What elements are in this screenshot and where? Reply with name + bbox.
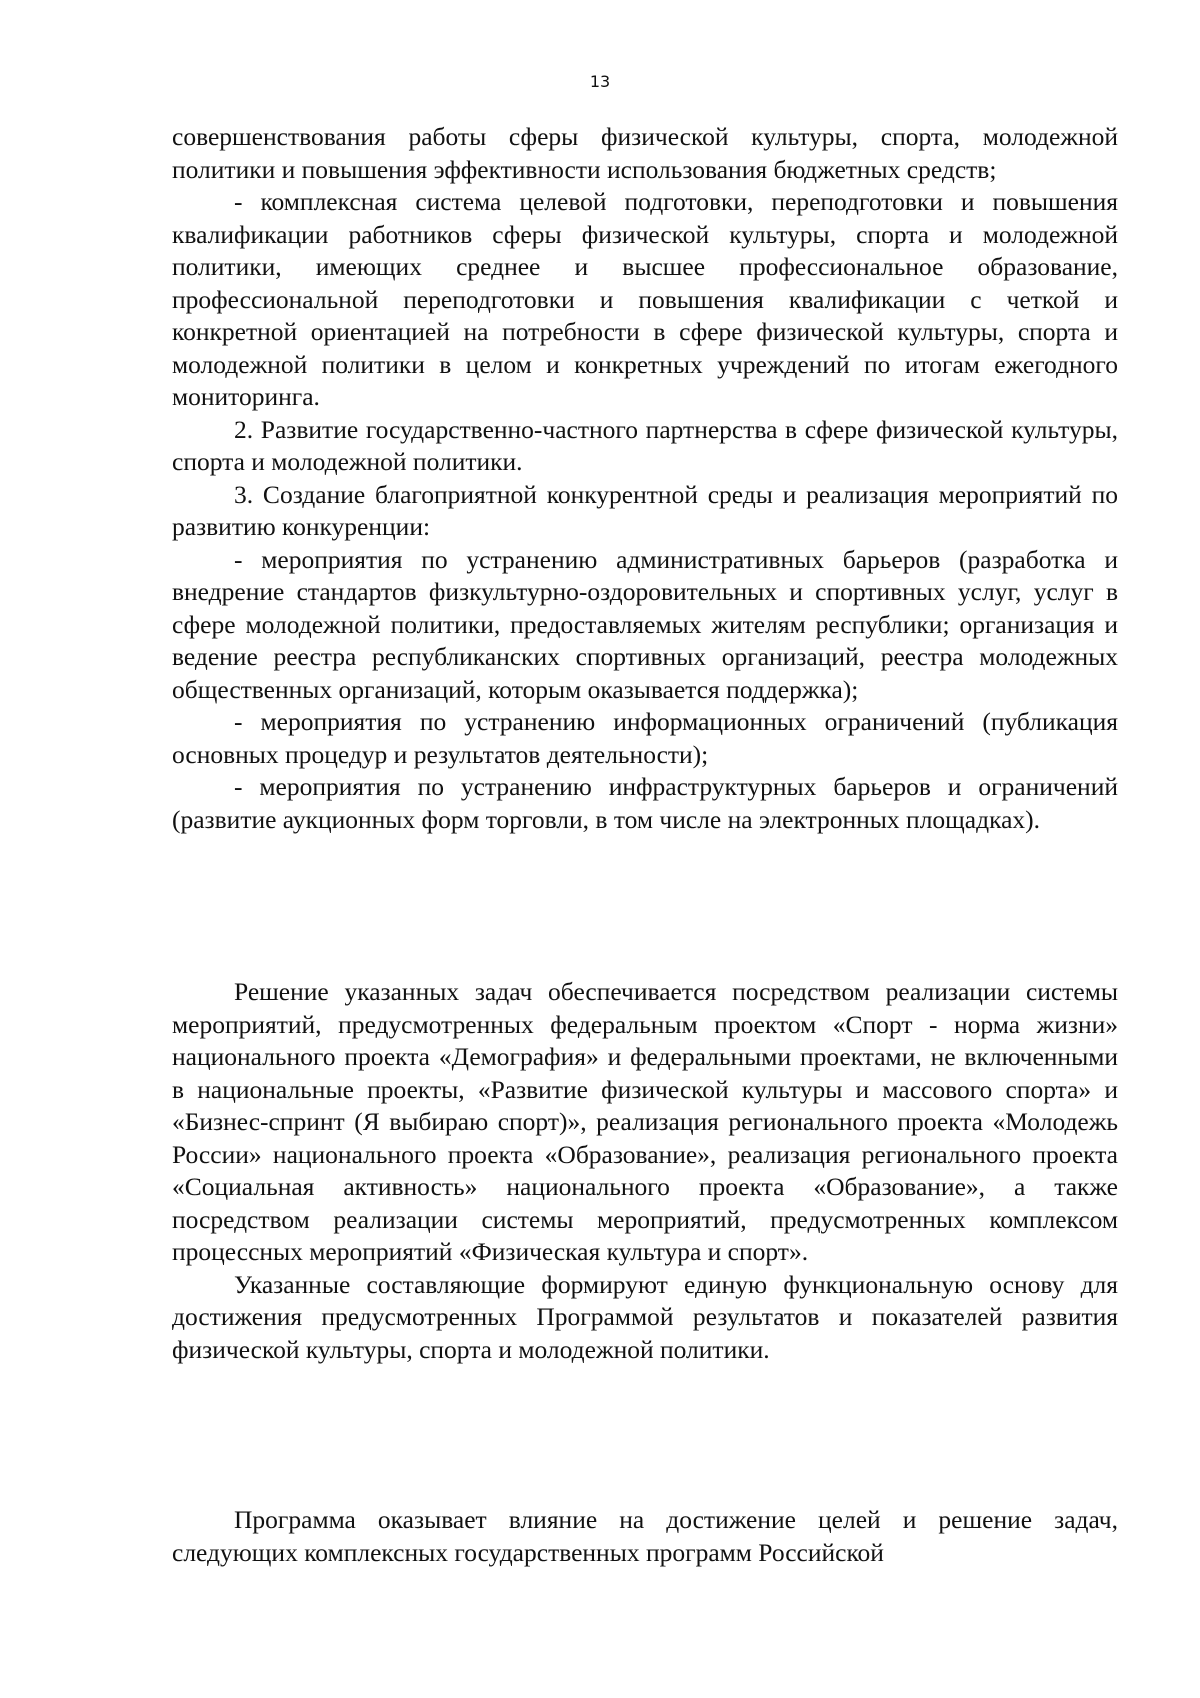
paragraph: Решение указанных задач обеспечивается посредством реализации системы мероприятий, предусмотренных федеральным проектом «Спорт - норма жизни» национального проекта «Демография» и федеральными проектами, не включенными в национальные проекты, «Развитие физической культуры и массового спорта» и «Бизнес-спринт (Я выбираю спорт)», реализация регионального проекта «Молодежь России» национального проекта «Образование», реализация регионального проекта «Социальная активность» национального проекта «Образование», а также посредством реализации системы мероприятий, предусмотренных комплексом процессных мероприятий «Физическая культура и спорт». [172,977,1118,1266]
paragraph: - комплексная система целевой подготовки, переподготовки и повышения квалификации работников сферы физической культуры, спорта и молодежной политики, имеющих среднее и высшее профессиональное образование, профессиональной переподготовки и повышения квалификации с четкой и конкретной ориентацией на потребности в сфере физической культуры, спорта и молодежной политики в целом и конкретных учреждений по итогам ежегодного мониторинга. [172,187,1118,411]
text-block-3 [172,1504,1118,1569]
paragraph: - мероприятия по устранению информационных ограничений (публикация основных процедур и результатов деятельности); [172,707,1118,769]
text-block-1 [172,121,1118,836]
paragraph: - мероприятия по устранению административных барьеров (разработка и внедрение стандартов физкультурно-оздоровительных и спортивных услуг, услуг в сфере молодежной политики, предоставляемых жителям республики; организация и ведение реестра республиканских спортивных организаций, реестра молодежных общественных организаций, которым оказывается поддержка); [172,544,1118,704]
paragraph: - мероприятия по устранению инфраструктурных барьеров и ограничений (развитие аукционных форм торговли, в том числе на электронных площадках). [172,772,1118,834]
page-number: 13 [589,72,611,91]
paragraph: 2. Развитие государственно-частного партнерства в сфере физической культуры, спорта и молодежной политики. [172,414,1118,476]
paragraph: 3. Создание благоприятной конкурентной среды и реализация мероприятий по развитию конкуренции: [172,479,1118,541]
paragraph: Программа оказывает влияние на достижение целей и решение задач, следующих комплексных государственных программ Российской [172,1505,1118,1567]
text-block-2 [172,976,1118,1366]
paragraph: совершенствования работы сферы физической культуры, спорта, молодежной политики и повышения эффективности использования бюджетных средств; [172,122,1118,184]
paragraph: Указанные составляющие формируют единую функциональную основу для достижения предусмотренных Программой результатов и показателей развития физической культуры, спорта и молодежной политики. [172,1269,1118,1364]
